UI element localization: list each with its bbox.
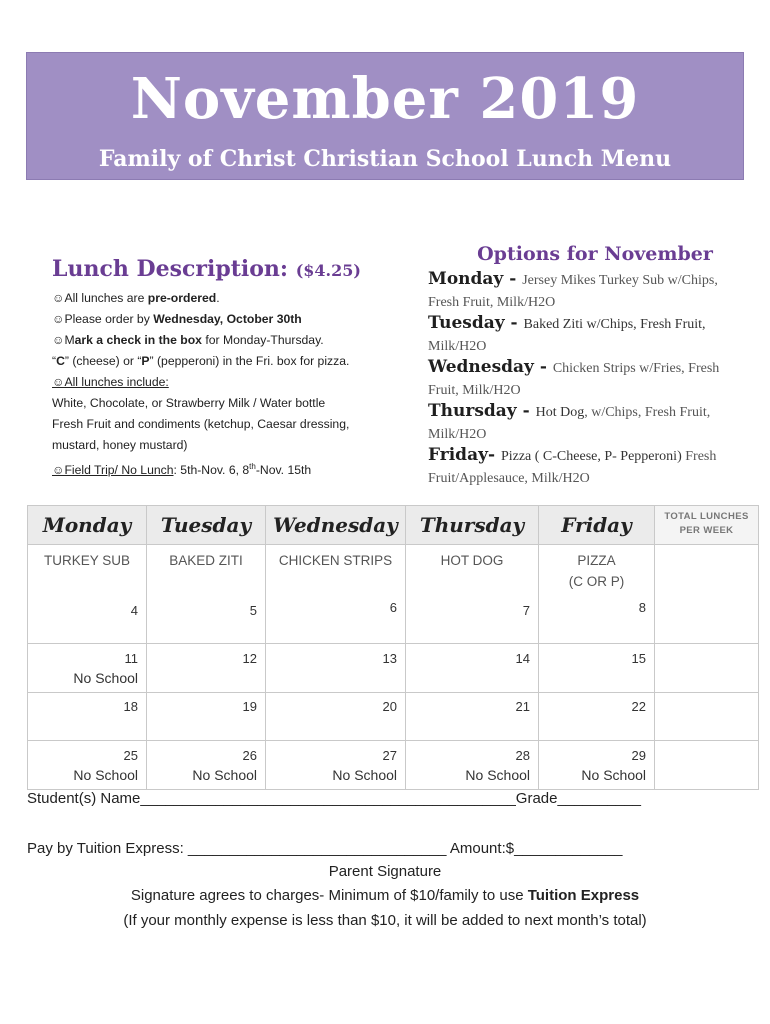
options-list <box>428 243 748 489</box>
student-name-line <box>27 790 743 807</box>
day-header-monday: Monday <box>28 506 147 545</box>
day-header-wednesday: Wednesday <box>266 506 406 545</box>
grade-label: Grade <box>515 790 558 807</box>
signature-field[interactable]: _______________________________ <box>187 840 447 857</box>
total-cell[interactable] <box>655 693 759 741</box>
lunch-calendar <box>27 505 759 790</box>
day-cell: 12 <box>147 644 266 693</box>
table-row <box>28 644 759 693</box>
description-line: White, Chocolate, or Strawberry Milk / Water bottle <box>52 396 326 410</box>
header-banner <box>26 52 744 180</box>
agreement-text: Signature agrees to charges- Minimum of $10/family to use Tuition Express <box>130 887 640 904</box>
description-line: mustard, honey mustard) <box>52 438 188 452</box>
order-cell[interactable]: HOT DOG 7 <box>406 545 539 644</box>
grade-field[interactable]: __________ <box>557 790 641 807</box>
day-header-friday: Friday <box>539 506 655 545</box>
amount-label: Amount:$ <box>446 840 515 857</box>
day-cell: 14 <box>406 644 539 693</box>
lunch-description <box>52 256 417 481</box>
payment-line <box>27 840 743 857</box>
description-line: ☺Please order by Wednesday, October 30th <box>52 312 302 326</box>
day-cell: 25 No School <box>28 741 147 790</box>
option-friday: Friday- Pizza ( C-Cheese, P- Pepperoni) Fresh Fruit/Applesauce, Milk/H2O <box>428 445 717 486</box>
page-subtitle: Family of Christ Christian School Lunch Menu <box>98 146 672 172</box>
expense-note: (If your monthly expense is less than $10, it will be added to next month’s total) <box>123 912 647 929</box>
description-line: ☺Mark a check in the box for Monday-Thursday. <box>52 333 324 347</box>
order-cell[interactable]: TURKEY SUB 4 <box>28 545 147 644</box>
description-line: “C” (cheese) or “P” (pepperoni) in the Fri. box for pizza. <box>52 354 350 368</box>
page-title: November 2019 <box>130 66 640 132</box>
table-row <box>28 693 759 741</box>
option-tuesday: Tuesday - Baked Ziti w/Chips, Fresh Fruit, Milk/H2O <box>428 313 706 354</box>
day-cell: 27 No School <box>266 741 406 790</box>
options-heading: Options for November <box>477 243 713 265</box>
total-cell[interactable] <box>655 545 759 644</box>
day-header-thursday: Thursday <box>406 506 539 545</box>
calendar-header-row <box>28 506 759 545</box>
day-cell[interactable]: 19 <box>147 693 266 741</box>
student-name-label: Student(s) Name <box>27 790 141 807</box>
day-cell: 13 <box>266 644 406 693</box>
description-heading: Lunch Description: ($4.25) <box>52 256 361 282</box>
total-lunches-header: TOTAL LUNCHES PER WEEK <box>655 506 759 545</box>
day-cell[interactable]: 18 <box>28 693 147 741</box>
day-cell[interactable]: 22 <box>539 693 655 741</box>
description-line: ☺All lunches include: <box>52 375 169 389</box>
day-cell: 29 No School <box>539 741 655 790</box>
description-line: ☺All lunches are pre-ordered. <box>52 291 220 305</box>
table-row <box>28 545 759 644</box>
day-cell[interactable]: 21 <box>406 693 539 741</box>
day-header-tuesday: Tuesday <box>147 506 266 545</box>
order-cell[interactable]: CHICKEN STRIPS 6 <box>266 545 406 644</box>
total-cell[interactable] <box>655 644 759 693</box>
day-cell[interactable]: 20 <box>266 693 406 741</box>
option-thursday: Thursday - Hot Dog, w/Chips, Fresh Fruit, Milk/H2O <box>428 401 711 442</box>
day-cell: 28 No School <box>406 741 539 790</box>
order-cell[interactable]: BAKED ZITI 5 <box>147 545 266 644</box>
description-line: Fresh Fruit and condiments (ketchup, Caesar dressing, <box>52 417 350 431</box>
student-name-field[interactable]: _____________________________________________ <box>140 790 516 807</box>
amount-field[interactable]: _____________ <box>514 840 623 857</box>
day-cell: 26 No School <box>147 741 266 790</box>
option-wednesday: Wednesday - Chicken Strips w/Fries, Fresh Fruit, Milk/H2O <box>428 357 720 398</box>
parent-signature-label: Parent Signature <box>328 863 442 880</box>
description-line: ☺Field Trip/ No Lunch: 5th-Nov. 6, 8th-Nov. 15th <box>52 462 312 478</box>
day-cell: 15 <box>539 644 655 693</box>
day-cell: 11 No School <box>28 644 147 693</box>
price: ($4.25) <box>295 261 361 280</box>
option-monday: Monday - Jersey Mikes Turkey Sub w/Chips, Fresh Fruit, Milk/H2O <box>428 269 718 310</box>
order-cell[interactable]: PIZZA (C OR P) 8 <box>539 545 655 644</box>
total-cell[interactable] <box>655 741 759 790</box>
pay-label: Pay by Tuition Express: <box>27 840 188 857</box>
table-row <box>28 741 759 790</box>
